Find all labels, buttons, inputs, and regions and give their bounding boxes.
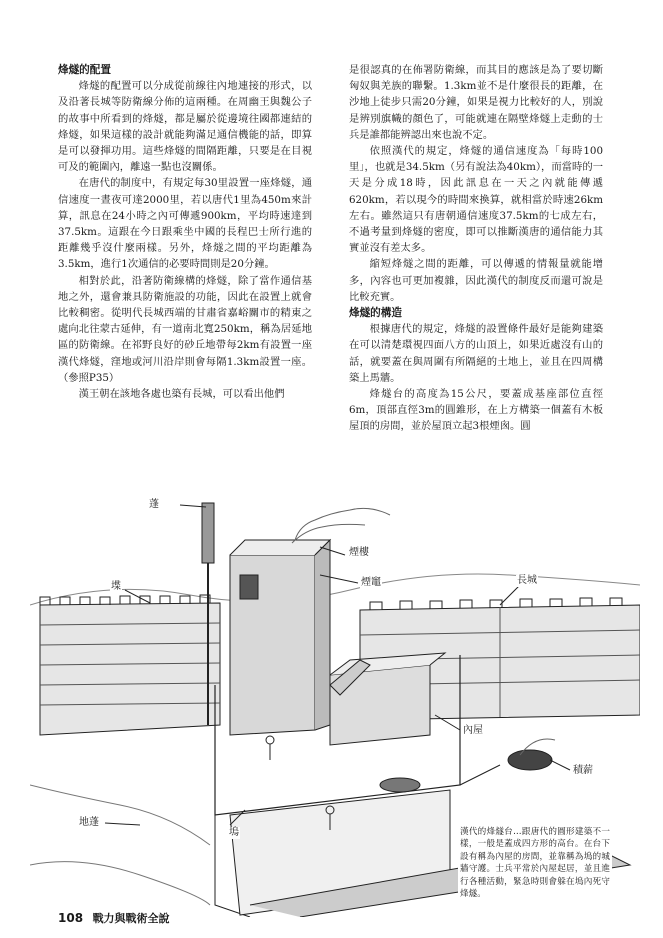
section-heading: 烽燧的配置	[58, 64, 111, 76]
label-smoke-stove: 煙竈	[361, 577, 381, 588]
page-number: 108	[58, 911, 84, 925]
right-text-column	[349, 62, 603, 435]
section-heading: 烽燧的構造	[349, 307, 402, 320]
body-paragraph: 縮短烽燧之間的距離，可以傳遞的情報量就能增多，內容也可更加複雜，因此漢代的制度反而還可說是比較充實。	[349, 258, 603, 303]
body-paragraph: 漢王朝在該地各處也築有長城，可以看出他們	[78, 388, 285, 401]
body-paragraph: 烽燧台的高度為15公尺，要蓋成基座部位直徑6m，頂部直徑3m的圓錐形，在上方構築一個蓋有木板屋頂的房間，並於屋頂立起3根煙囪。圓	[349, 388, 603, 433]
body-paragraph: 依照漢代的規定，烽燧的通信速度為「每時100里」，也就是34.5km（另有說法為40km），而當時的一天是分成18時，因此訊息在一天之內就能傳遞620km，若以現今的時間來換算，就相當於時速26km左右。雖然這只有唐朝通信速度37.5km的七成左右，不過考量到烽燧的密度，即可以推斷漢唐的通信能力其實並沒有差太多。	[349, 145, 603, 255]
book-title: 戰力與戰術全說	[92, 912, 170, 925]
label-long-wall: 長城	[517, 575, 537, 586]
label-smoke-chimney: 煙樓	[349, 547, 369, 558]
label-fortified-yard: 塢	[229, 827, 239, 838]
label-battlement: 堞	[111, 581, 121, 592]
body-paragraph: 在唐代的制度中，有規定每30里設置一座烽燧，通信速度一晝夜可達2000里，若以唐代1里為450m來計算，訊息在24小時之內可傳遞900km，平均時速達到37.5km。這跟在今日跟乘坐中國的長程巴士所行進的距離幾乎沒什麼兩樣。另外，烽燧之間的平均距離為3.5km，進行1次通信的必要時間則是20分鐘。	[58, 177, 312, 271]
page-footer	[58, 910, 170, 926]
label-firewood: 積薪	[573, 765, 593, 776]
figure-caption: 漢代的烽燧台…跟唐代的圓形建築不一樣，一般是蓋成四方形的高台。在台下設有稱為內屋的房間，並靠稱為塢的城牆守護。士兵平常於內屋起居，並且進行各種活動，緊急時則會躲在塢內死守烽燧。	[458, 824, 612, 902]
left-text-column	[58, 62, 312, 402]
label-ground-beacon: 地蓬	[79, 817, 99, 828]
body-paragraph: 是很認真的在佈署防衛線，而其目的應該是為了要切斷匈奴與羌族的聯繫。1.3km並不是什麼很長的距離，在沙地上徒步只需20分鐘，如果是視力比較好的人，別說是辨別旗幟的顏色了，可能就連在隔壁烽燧上走動的士兵是誰都能辨認出來也說不定。	[349, 64, 603, 141]
body-paragraph: 烽燧的配置可以分成從前線往內地連接的形式，以及沿著長城等防衛線分佈的這兩種。在周幽王與魏公子的故事中所看到的烽燧，都是屬於從邊境往國都連結的烽燧，如果這樣的設計就能夠滿足通信機能的話，即算是可以發揮功用。這些烽燧的間隔距離，只要是在目視可及的範圍內，離遠一點也沒關係。	[58, 80, 312, 174]
label-feng: 蓬	[149, 499, 159, 510]
body-paragraph: 相對於此，沿著防衛線構的烽燧，除了當作通信基地之外，還會兼具防衛施設的功能，因此在設置上就會比較稠密。從明代長城西端的甘肅省嘉峪關市的精東之處向北往蒙古延伸，有一道南北寬250km，稱為居延地區的防衛線。在祁野良好的砂丘地帶每2km有設置一座漢代烽燧，窪地或河川沿岸則會每隔1.3km設置一座。（參照P35）	[58, 274, 312, 384]
body-paragraph: 根據唐代的規定，烽燧的設置條件最好是能夠建築在可以清楚環視四面八方的山頂上，如果近處沒有山的話，就要蓋在與周圍有所隔絕的土地上，並且在四周構築上馬牆。	[349, 323, 603, 384]
label-inner-house: 內屋	[463, 725, 483, 736]
